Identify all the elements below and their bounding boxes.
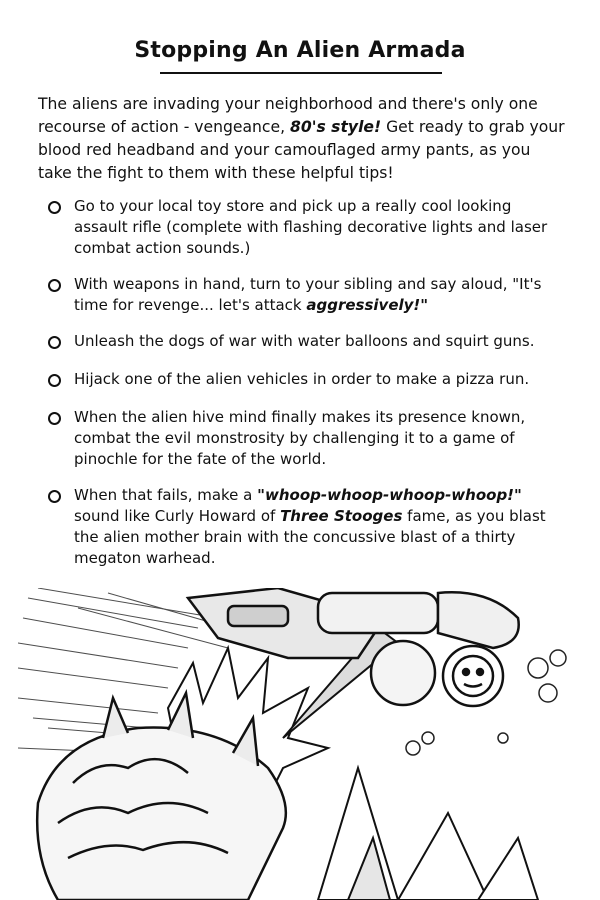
circle-bullet-icon (48, 279, 61, 292)
tip-item (48, 331, 568, 352)
tip-item (48, 196, 568, 259)
intro-emphasis: 80's style! (290, 118, 382, 136)
intro-text-start: The aliens are invading your neighborhood and there's only one recourse of action - vengeance, (38, 95, 538, 136)
tip-emphasis: aggressively!" (306, 296, 429, 314)
tip-emphasis: Three Stooges (280, 507, 403, 525)
title-underline (160, 72, 442, 74)
circle-bullet-icon (48, 490, 61, 503)
circle-bullet-icon (48, 374, 61, 387)
tip-text: Unleash the dogs of war with water balloons and squirt guns. (74, 332, 535, 350)
tip-text: Go to your local toy store and pick up a really cool looking assault rifle (complete with flashing decorative lights and laser combat action sounds.) (74, 197, 548, 257)
circle-bullet-icon (48, 201, 61, 214)
intro-paragraph (38, 93, 566, 185)
tip-text: fame, as you blast the alien mother brain with the concussive blast of a thirty megaton warhead. (74, 507, 546, 567)
tip-item (48, 274, 568, 316)
tip-text: When the alien hive mind finally makes its presence known, combat the evil monstrosity by challenging it to a game of pinochle for the fate of the world. (74, 408, 526, 468)
tip-text: With weapons in hand, turn to your sibling and say aloud, "It's time for revenge... let's attack (74, 275, 542, 314)
page-title: Stopping An Alien Armada (134, 38, 466, 63)
circle-bullet-icon (48, 336, 61, 349)
tip-emphasis: "whoop-whoop-whoop-whoop!" (257, 486, 522, 504)
tip-text: Hijack one of the alien vehicles in order to make a pizza run. (74, 370, 530, 388)
tips-list (48, 196, 568, 569)
tip-item (48, 485, 568, 569)
tip-text: sound like Curly Howard of (74, 507, 281, 525)
tip-item (48, 369, 568, 390)
tip-item (48, 407, 568, 470)
comic-illustration-icon (18, 588, 576, 900)
intro-text-end: Get ready to grab your blood red headband and your camouflaged army pants, as you take the fight to them with these helpful tips! (38, 118, 565, 182)
circle-bullet-icon (48, 412, 61, 425)
tip-text: When that fails, make a (74, 486, 258, 504)
